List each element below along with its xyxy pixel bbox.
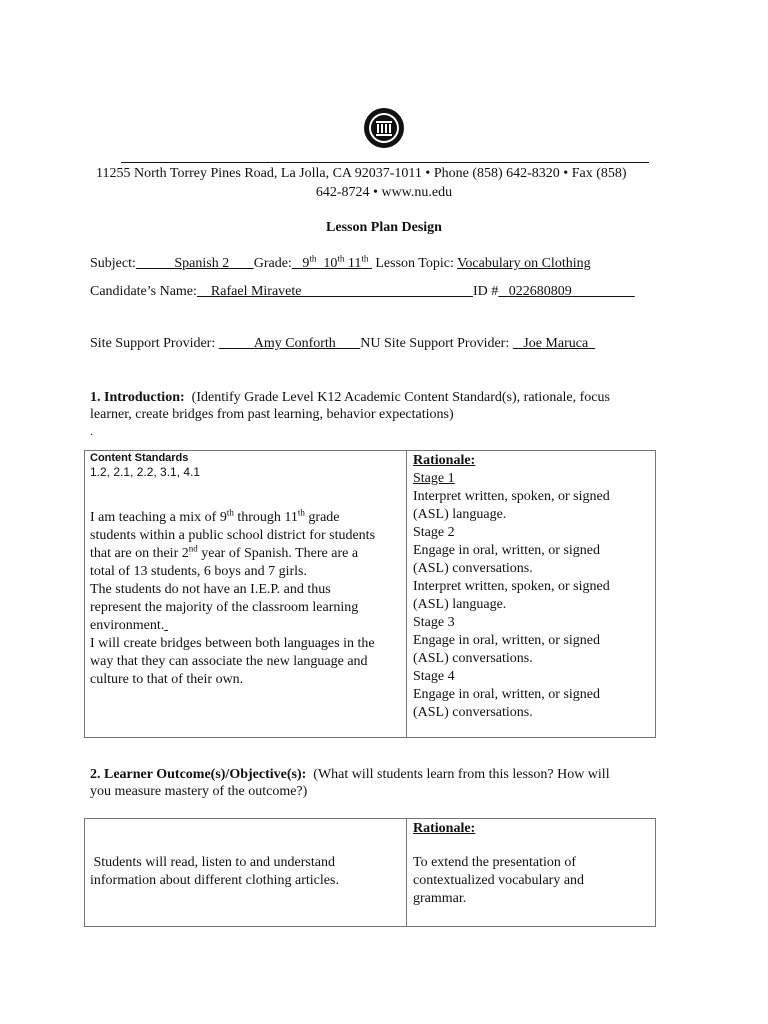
rationale-line: (ASL) conversations.	[413, 561, 533, 576]
section1-dot: .	[90, 424, 93, 438]
subject-value: Spanish 2	[174, 256, 230, 271]
rationale-line: Stage 3	[413, 615, 455, 630]
section1-heading-row	[90, 389, 610, 407]
table1-divider	[406, 450, 407, 738]
objective-rationale-cell	[413, 820, 651, 908]
objective-rationale-line: grammar.	[413, 891, 467, 906]
content-standards-list: 1.2, 2.1, 2.2, 3.1, 4.1	[90, 465, 201, 479]
university-seal-logo	[363, 107, 405, 149]
candidate-row	[90, 283, 635, 301]
topic-label: Lesson Topic:	[375, 256, 454, 271]
objective-rationale-title: Rationale:	[413, 821, 476, 836]
content-standards-cell	[90, 452, 402, 689]
section1-heading: 1. Introduction:	[90, 390, 185, 405]
rationale-line: Engage in oral, written, or signed	[413, 543, 601, 558]
rationale-line: Stage 4	[413, 669, 455, 684]
objective-rationale-line: To extend the presentation of	[413, 855, 577, 870]
rationale-line: (ASL) language.	[413, 507, 507, 522]
table2-divider	[406, 818, 407, 927]
nu-ssp-value: Joe Maruca	[523, 336, 589, 351]
section2-heading-row	[90, 766, 610, 784]
rationale-title: Rationale:	[413, 453, 476, 468]
rationale-line: (ASL) conversations.	[413, 651, 533, 666]
subject-row	[90, 255, 591, 273]
candidate-label: Candidate’s Name:	[90, 284, 197, 299]
objective-rationale-line: contextualized vocabulary and	[413, 873, 585, 888]
candidate-value: Rafael Miravete	[210, 284, 302, 299]
rationale-line: Interpret written, spoken, or signed	[413, 489, 610, 504]
support-provider-row	[90, 335, 595, 353]
topic-value: Vocabulary on Clothing	[457, 256, 591, 271]
objective-cell	[90, 854, 402, 890]
page-title: Lesson Plan Design	[326, 220, 442, 235]
nu-ssp-label: NU Site Support Provider:	[360, 336, 510, 351]
objective-line: information about different clothing articles.	[90, 873, 339, 888]
rationale-line: (ASL) language.	[413, 597, 507, 612]
rationale-line: (ASL) conversations.	[413, 705, 533, 720]
section2-heading: 2. Learner Outcome(s)/Objective(s):	[90, 767, 307, 782]
rationale-line: Engage in oral, written, or signed	[413, 687, 601, 702]
grade-value: 9th 10th 11th	[302, 253, 369, 271]
section1-desc-line1: (Identify Grade Level K12 Academic Content Standard(s), rationale, focus	[191, 390, 610, 405]
section1-desc-line2: learner, create bridges from past learning, behavior expectations)	[90, 407, 454, 422]
id-value: 022680809	[508, 284, 572, 299]
rationale-cell	[413, 452, 651, 722]
rationale-line: Interpret written, spoken, or signed	[413, 579, 610, 594]
ssp-label: Site Support Provider:	[90, 336, 216, 351]
section2-desc-line2: you measure mastery of the outcome?)	[90, 784, 308, 799]
rationale-line: Stage 1	[413, 471, 455, 486]
subject-label: Subject:	[90, 256, 136, 271]
rationale-line: Engage in oral, written, or signed	[413, 633, 601, 648]
rationale-line: Stage 2	[413, 525, 455, 540]
address-line-1: 11255 North Torrey Pines Road, La Jolla, CA 92037-1011 • Phone (858) 642-8320 • Fax (858)	[96, 166, 627, 181]
id-label: ID #	[472, 284, 499, 299]
section2-desc-line1: (What will students learn from this lesson? How will	[313, 767, 610, 782]
objective-line: Students will read, listen to and understand	[90, 855, 335, 870]
grade-label: Grade:	[253, 256, 292, 271]
ssp-value: Amy Conforth	[253, 336, 336, 351]
address-line-2: 642-8724 • www.nu.edu	[315, 185, 453, 200]
content-standards-paragraph: I am teaching a mix of 9th through 11th grade students within a public school district for students that are on their 2nd year of Spanish. There are a total of 13 students, 6 boys and 7 girls. The students do not have an I.E.P. and thus represent the majority of the classroom learning environment. I will create bridges between both languages in the way that they can associate the new language and culture to that of their own.	[90, 507, 376, 687]
content-standards-title: Content Standards	[90, 452, 189, 464]
header-rule	[121, 162, 649, 163]
